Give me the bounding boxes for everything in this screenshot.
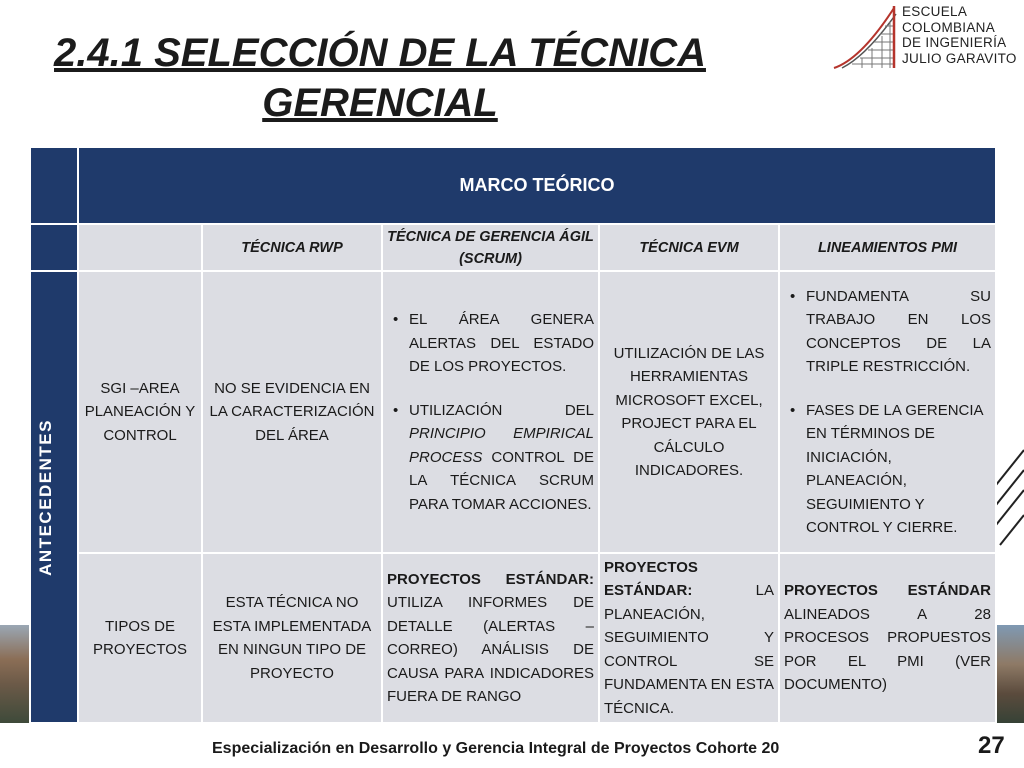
campus-photo-right — [994, 625, 1024, 723]
bold-prefix: PROYECTOS ESTÁNDAR — [784, 582, 991, 600]
row-label-tipos: TIPOS DE PROYECTOS — [78, 553, 202, 723]
column-header-evm: TÉCNICA EVM — [599, 224, 779, 271]
pmi-bullet-list — [784, 285, 991, 540]
corner-cell — [30, 147, 78, 224]
bold-prefix: PROYECTOS ESTÁNDAR: — [604, 558, 698, 600]
cell-scrum-tipos — [382, 553, 599, 723]
campus-photo-left — [0, 625, 32, 723]
scrum-bullet-list — [387, 308, 594, 516]
building-logo-icon — [832, 2, 902, 72]
bullet-text-emphasis: PRINCIPIO EMPIRICAL PROCESS — [409, 425, 594, 466]
bold-prefix: PROYECTOS ESTÁNDAR: — [387, 570, 594, 588]
bullet-text: EL ÁREA GENERA ALERTAS DEL ESTADO DE LOS PROYECTOS. — [409, 311, 594, 375]
logo-text — [902, 4, 1017, 66]
logo-line: DE INGENIERÍA — [902, 35, 1007, 50]
cell-pmi-sgi — [779, 271, 996, 553]
column-header-scrum: TÉCNICA DE GERENCIA ÁGIL (SCRUM) — [382, 224, 599, 271]
cell-text: ALINEADOS A 28 PROCESOS PROPUESTOS POR EL PMI (VER DOCUMENTO) — [784, 605, 991, 694]
cell-scrum-sgi — [382, 271, 599, 553]
cell-evm-tipos — [599, 553, 779, 723]
bullet-item: • UTILIZACIÓN DEL PRINCIPIO EMPIRICAL PROCESS CONTROL DE LA TÉCNICA SCRUM PARA TOMAR ACCIONES. — [393, 401, 594, 513]
bullet-text-post: CONTROL DE LA TÉCNICA SCRUM PARA TOMAR ACCIONES. — [409, 448, 594, 513]
column-header-rwp: TÉCNICA RWP — [202, 224, 382, 271]
corner-cell — [30, 224, 78, 271]
cell-rwp-tipos: ESTA TÉCNICA NO ESTA IMPLEMENTADA EN NINGUN TIPO DE PROYECTO — [202, 553, 382, 723]
slide-title: 2.4.1 SELECCIÓN DE LA TÉCNICA GERENCIAL — [54, 31, 706, 125]
cell-pmi-tipos — [779, 553, 996, 723]
cell-text: LA PLANEACIÓN, SEGUIMIENTO Y CONTROL SE FUNDAMENTA EN ESTA TÉCNICA. — [604, 582, 774, 717]
bullet-text: FASES DE LA GERENCIA EN TÉRMINOS DE INICIACIÓN, PLANEACIÓN, SEGUIMIENTO Y CONTROL Y CIERRE. — [806, 401, 983, 536]
cell-text: UTILIZA INFORMES DE DETALLE (ALERTAS – CORREO) ANÁLISIS DE CAUSA PARA INDICADORES FUERA DE RANGO — [387, 594, 594, 705]
cell-rwp-sgi: NO SE EVIDENCIA EN LA CARACTERIZACIÓN DEL ÁREA — [202, 271, 382, 553]
antecedentes-label-cell — [30, 271, 78, 723]
page-number: 27 — [978, 732, 1005, 759]
bullet-text: FUNDAMENTA SU TRABAJO EN LOS CONCEPTOS DE LA TRIPLE RESTRICCIÓN. — [806, 287, 991, 375]
footer-text: Especialización en Desarrollo y Gerencia Integral de Proyectos Cohorte 20 — [212, 740, 780, 757]
logo-line: COLOMBIANA — [902, 19, 996, 35]
logo-line: JULIO GARAVITO — [902, 50, 1017, 66]
column-header-pmi: LINEAMIENTOS PMI — [779, 224, 996, 271]
theory-table — [29, 146, 997, 724]
row-label-sgi: SGI –AREA PLANEACIÓN Y CONTROL — [78, 271, 202, 553]
cell-evm-sgi: UTILIZACIÓN DE LAS HERRAMIENTAS MICROSOFT EXCEL, PROJECT PARA EL CÁLCULO INDICADORES. — [599, 271, 779, 553]
bullet-item: • FUNDAMENTA SU TRABAJO EN LOS CONCEPTOS DE LA TRIPLE RESTRICCIÓN. — [790, 287, 991, 375]
marco-teorico-header: MARCO TEÓRICO — [78, 147, 996, 224]
bullet-item: • FASES DE LA GERENCIA EN TÉRMINOS DE INICIACIÓN, PLANEACIÓN, SEGUIMIENTO Y CONTROL Y CIERRE. — [790, 401, 983, 536]
university-logo — [832, 2, 1022, 72]
bullet-item: • EL ÁREA GENERA ALERTAS DEL ESTADO DE LOS PROYECTOS. — [393, 311, 594, 375]
bullet-text-pre: UTILIZACIÓN DEL — [409, 401, 594, 419]
logo-line: ESCUELA — [902, 4, 968, 19]
empty-header-cell — [78, 224, 202, 271]
antecedentes-label: ANTECEDENTES — [36, 418, 55, 576]
